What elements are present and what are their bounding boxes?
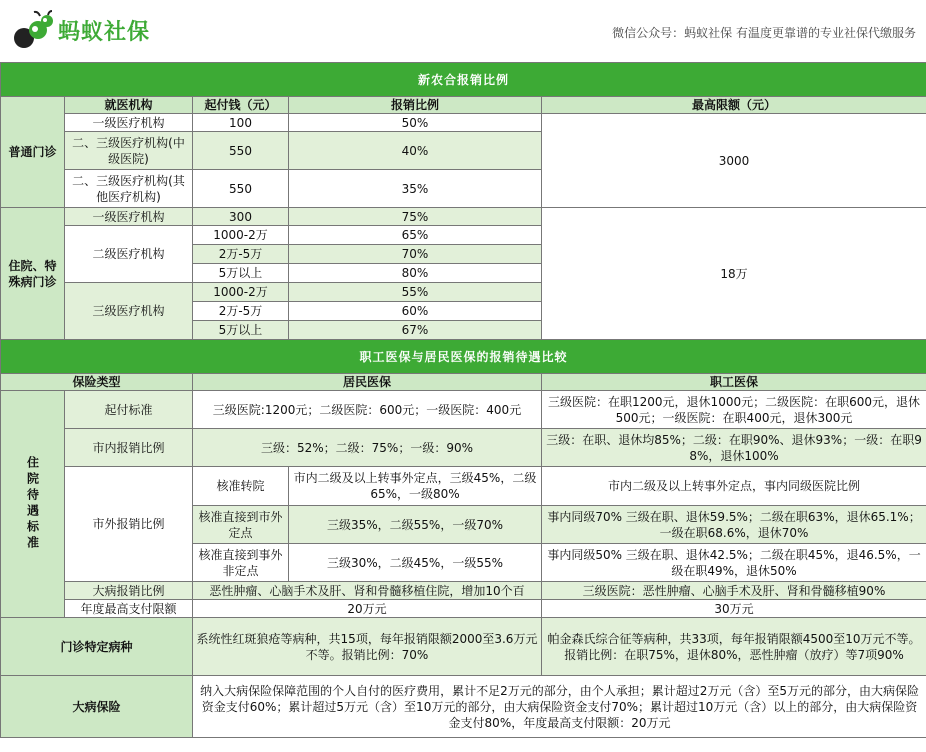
outpatient-deductible: 100 <box>193 114 289 132</box>
inpatient-ratio: 80% <box>289 264 542 283</box>
top-banner <box>0 0 926 62</box>
inpatient-ratio: 67% <box>289 321 542 340</box>
inpatient-ratio: 55% <box>289 283 542 302</box>
inpatient-standard-label: 住院待遇标准 <box>1 391 65 618</box>
reimbursement-table <box>0 62 926 738</box>
out-city-sub: 核准直接到事外非定点 <box>193 544 289 582</box>
inpatient-inst: 一级医疗机构 <box>65 208 193 226</box>
section2-title: 职工医保与居民医保的报销待遇比较 <box>1 340 926 374</box>
annual-max-resident: 20万元 <box>193 600 542 618</box>
header-max: 最高限额（元） <box>542 97 926 114</box>
out-city-resident: 三级30%，二级45%，一级55% <box>289 544 542 582</box>
out-city-sub: 核准转院 <box>193 467 289 506</box>
logo <box>10 6 150 54</box>
inpatient-inst: 三级医疗机构 <box>65 283 193 340</box>
special-disease-label: 门诊特定病种 <box>1 618 193 676</box>
outpatient-max: 3000 <box>542 114 926 208</box>
inpatient-label: 住院、特殊病门诊 <box>1 208 65 340</box>
critical-resident: 恶性肿瘤、心脑手术及肝、肾和骨髓移植住院，增加10个百 <box>193 582 542 600</box>
outpatient-inst: 二、三级医疗机构(其他医疗机构) <box>65 170 193 208</box>
outpatient-ratio: 35% <box>289 170 542 208</box>
deductible-label: 起付标准 <box>65 391 193 429</box>
outpatient-ratio: 50% <box>289 114 542 132</box>
annual-max-label: 年度最高支付限额 <box>65 600 193 618</box>
out-city-employee: 事内同级50% 三级在职、退休42.5%；二级在职45%，退46.5%，一级在职49%，退休50% <box>542 544 926 582</box>
header-employee: 职工医保 <box>542 374 926 391</box>
inpatient-ratio: 70% <box>289 245 542 264</box>
outpatient-ratio: 40% <box>289 132 542 170</box>
out-city-employee: 市内二级及以上转事外定点，事内同级医院比例 <box>542 467 926 506</box>
special-disease-employee: 帕金森氏综合征等病种，共33项，每年报销限额4500至10万元不等。报销比例：在职75%，退休80%，恶性肿瘤（放疗）等7项90% <box>542 618 926 676</box>
inpatient-ratio: 75% <box>289 208 542 226</box>
header-ratio: 报销比例 <box>289 97 542 114</box>
in-city-label: 市内报销比例 <box>65 429 193 467</box>
inpatient-deductible: 2万-5万 <box>193 245 289 264</box>
critical-label: 大病报销比例 <box>65 582 193 600</box>
deductible-resident: 三级医院:1200元；二级医院：600元；一级医院：400元 <box>193 391 542 429</box>
out-city-sub: 核准直接到市外定点 <box>193 506 289 544</box>
inpatient-deductible: 1000-2万 <box>193 283 289 302</box>
outpatient-inst: 二、三级医疗机构(中级医院) <box>65 132 193 170</box>
inpatient-inst: 二级医疗机构 <box>65 226 193 283</box>
inpatient-max: 18万 <box>542 208 926 340</box>
slogan: 微信公众号：蚂蚁社保 有温度更靠谱的专业社保代缴服务 <box>612 26 916 40</box>
out-city-employee: 事内同级70% 三级在职、退休59.5%；二级在职63%，退休65.1%；一级在职68.6%，退休70% <box>542 506 926 544</box>
brand-name: 蚂蚁社保 <box>58 19 151 45</box>
header-deductible: 起付钱（元） <box>193 97 289 114</box>
out-city-label: 市外报销比例 <box>65 467 193 582</box>
header-institution: 就医机构 <box>65 97 193 114</box>
annual-max-employee: 30万元 <box>542 600 926 618</box>
inpatient-deductible: 5万以上 <box>193 321 289 340</box>
section1-title: 新农合报销比例 <box>1 63 926 97</box>
out-city-resident: 市内二级及以上转事外定点，三级45%，二级65%，一级80% <box>289 467 542 506</box>
inpatient-deductible: 2万-5万 <box>193 302 289 321</box>
critical-employee: 三级医院：恶性肿瘤、心脑手术及肝、肾和骨髓移植90% <box>542 582 926 600</box>
major-illness-text: 纳入大病保险保障范围的个人自付的医疗费用，累计不足2万元的部分，由个人承担；累计超过2万元（含）至5万元的部分，由大病保险资金支付60%；累计超过5万元（含）至10万元的部分，由大病保险资金支付70%；累计超过10万元（含）以上的部分，由大病保险资金支付80%，年度最高支付限额：20万元 <box>193 676 926 738</box>
deductible-employee: 三级医院：在职1200元，退休1000元；二级医院：在职600元，退休500元；一级医院：在职400元，退休300元 <box>542 391 926 429</box>
header-insurance-type: 保险类型 <box>1 374 193 391</box>
in-city-resident: 三级：52%；二级：75%；一级：90% <box>193 429 542 467</box>
inpatient-ratio: 60% <box>289 302 542 321</box>
outpatient-label: 普通门诊 <box>1 97 65 208</box>
in-city-employee: 三级：在职、退休均85%；二级：在职90%、退休93%；一级：在职98%，退休100% <box>542 429 926 467</box>
header-resident: 居民医保 <box>193 374 542 391</box>
major-illness-label: 大病保险 <box>1 676 193 738</box>
inpatient-deductible: 1000-2万 <box>193 226 289 245</box>
outpatient-deductible: 550 <box>193 170 289 208</box>
outpatient-inst: 一级医疗机构 <box>65 114 193 132</box>
special-disease-resident: 系统性红斑狼疮等病种，共15项，每年报销限额2000至3.6万元不等。报销比例：70% <box>193 618 542 676</box>
out-city-resident: 三级35%，二级55%，一级70% <box>289 506 542 544</box>
outpatient-deductible: 550 <box>193 132 289 170</box>
inpatient-deductible: 300 <box>193 208 289 226</box>
inpatient-deductible: 5万以上 <box>193 264 289 283</box>
inpatient-ratio: 65% <box>289 226 542 245</box>
ant-logo-icon <box>10 10 54 50</box>
